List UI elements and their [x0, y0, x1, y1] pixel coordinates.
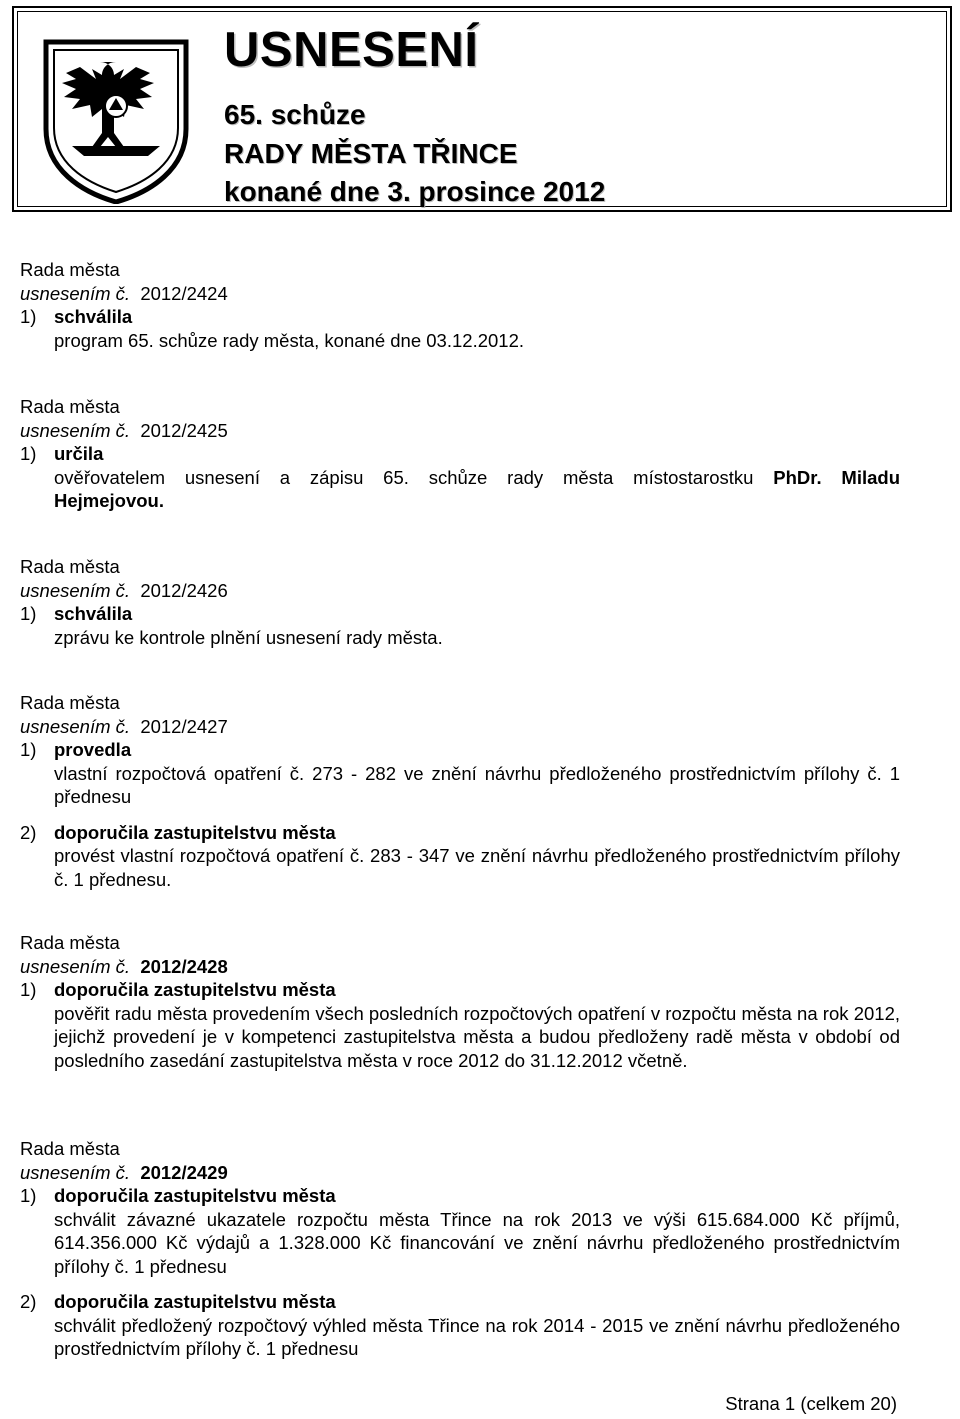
item-number: 1) [20, 306, 37, 327]
item-number: 1) [20, 979, 37, 1000]
item-text: schválit předložený rozpočtový výhled města Třince na rok 2014 - 2015 ve znění návrhu předloženého prostřednictvím přílohy č. 1 přednesu [54, 1314, 900, 1359]
item-text: schválit závazné ukazatele rozpočtu města Třince na rok 2013 ve výši 615.684.000 Kč příjmů, 614.356.000 Kč výdajů a 1.328.000 Kč financování ve znění návrhu předloženého prostřednictvím přílohy č. 1 přednesu [54, 1208, 900, 1277]
item-number: 1) [20, 443, 37, 464]
item-text: pověřit radu města provedením všech posledních rozpočtových opatření v rozpočtu města na rok 2012, jejichž provedení je v kompetenci zastupitelstva města a budou předloženy radě města v období od posledního zasedání zastupitelstva města v roce 2012 do 31.12.2012 včetně. [54, 1002, 900, 1071]
resolution-label: usnesením č. [20, 715, 131, 737]
item-verb: doporučila zastupitelstvu města [54, 821, 336, 843]
resolution-body: Rada města [20, 396, 120, 417]
item-text: ověřovatelem usnesení a zápisu 65. schůze rady města místostarostku [54, 466, 754, 488]
resolution-body: Rada města [20, 1138, 120, 1159]
resolution-label: usnesením č. [20, 282, 131, 304]
resolution-label: usnesením č. [20, 955, 131, 977]
item-number: 1) [20, 603, 37, 624]
resolution-number: 2012/2427 [140, 715, 228, 737]
item-text: zprávu ke kontrole plnění usnesení rady města. [54, 626, 443, 648]
page-number: Strana 1 (celkem 20) [725, 1393, 897, 1414]
council-name: RADY MĚSTA TŘINCE [224, 138, 518, 169]
resolution-number: 2012/2429 [140, 1161, 228, 1183]
header-box [12, 6, 952, 212]
resolution-number: 2012/2428 [140, 955, 228, 977]
resolution-label: usnesením č. [20, 419, 131, 441]
item-verb: schválila [54, 306, 133, 327]
resolution-number: 2012/2425 [140, 419, 228, 441]
resolution-2427 [20, 691, 900, 891]
item-number: 1) [20, 739, 37, 760]
session-date: konané dne 3. prosince 2012 [224, 176, 606, 207]
document-title: USNESENÍ [224, 23, 479, 77]
session-number: 65. schůze [224, 99, 366, 130]
resolution-label: usnesením č. [20, 1161, 131, 1183]
resolution-body: Rada města [20, 556, 120, 577]
resolution-2426 [20, 555, 900, 649]
item-text-bold: PhDr. Miladu Hejmejovou. [54, 466, 900, 511]
resolution-2425 [20, 395, 900, 513]
resolution-number: 2012/2424 [140, 282, 228, 304]
resolution-number: 2012/2426 [140, 579, 228, 601]
resolution-2428 [20, 931, 900, 1072]
item-text: provést vlastní rozpočtová opatření č. 283 - 347 ve znění návrhu předloženého prostřednictvím přílohy č. 1 přednesu. [54, 845, 900, 890]
item-verb: schválila [54, 603, 133, 624]
item-text: vlastní rozpočtová opatření č. 273 - 282 ve znění návrhu předloženého prostřednictvím přílohy č. 1 přednesu [54, 762, 900, 807]
item-verb: doporučila zastupitelstvu města [54, 1291, 336, 1312]
item-verb: určila [54, 443, 104, 464]
resolution-body: Rada města [20, 692, 120, 713]
resolution-2424 [20, 258, 900, 352]
item-number: 1) [20, 1185, 37, 1206]
item-verb: doporučila zastupitelstvu města [54, 979, 336, 1000]
item-number: 2) [20, 1291, 37, 1312]
item-verb: provedla [54, 739, 132, 760]
resolution-label: usnesením č. [20, 579, 131, 601]
city-coat-of-arms-icon [36, 34, 196, 204]
resolution-body: Rada města [20, 259, 120, 280]
item-verb: doporučila zastupitelstvu města [54, 1185, 336, 1206]
resolution-body: Rada města [20, 932, 120, 953]
item-text: program 65. schůze rady města, konané dne 03.12.2012. [54, 329, 524, 351]
item-number: 2) [20, 821, 37, 843]
resolution-2429 [20, 1137, 900, 1361]
